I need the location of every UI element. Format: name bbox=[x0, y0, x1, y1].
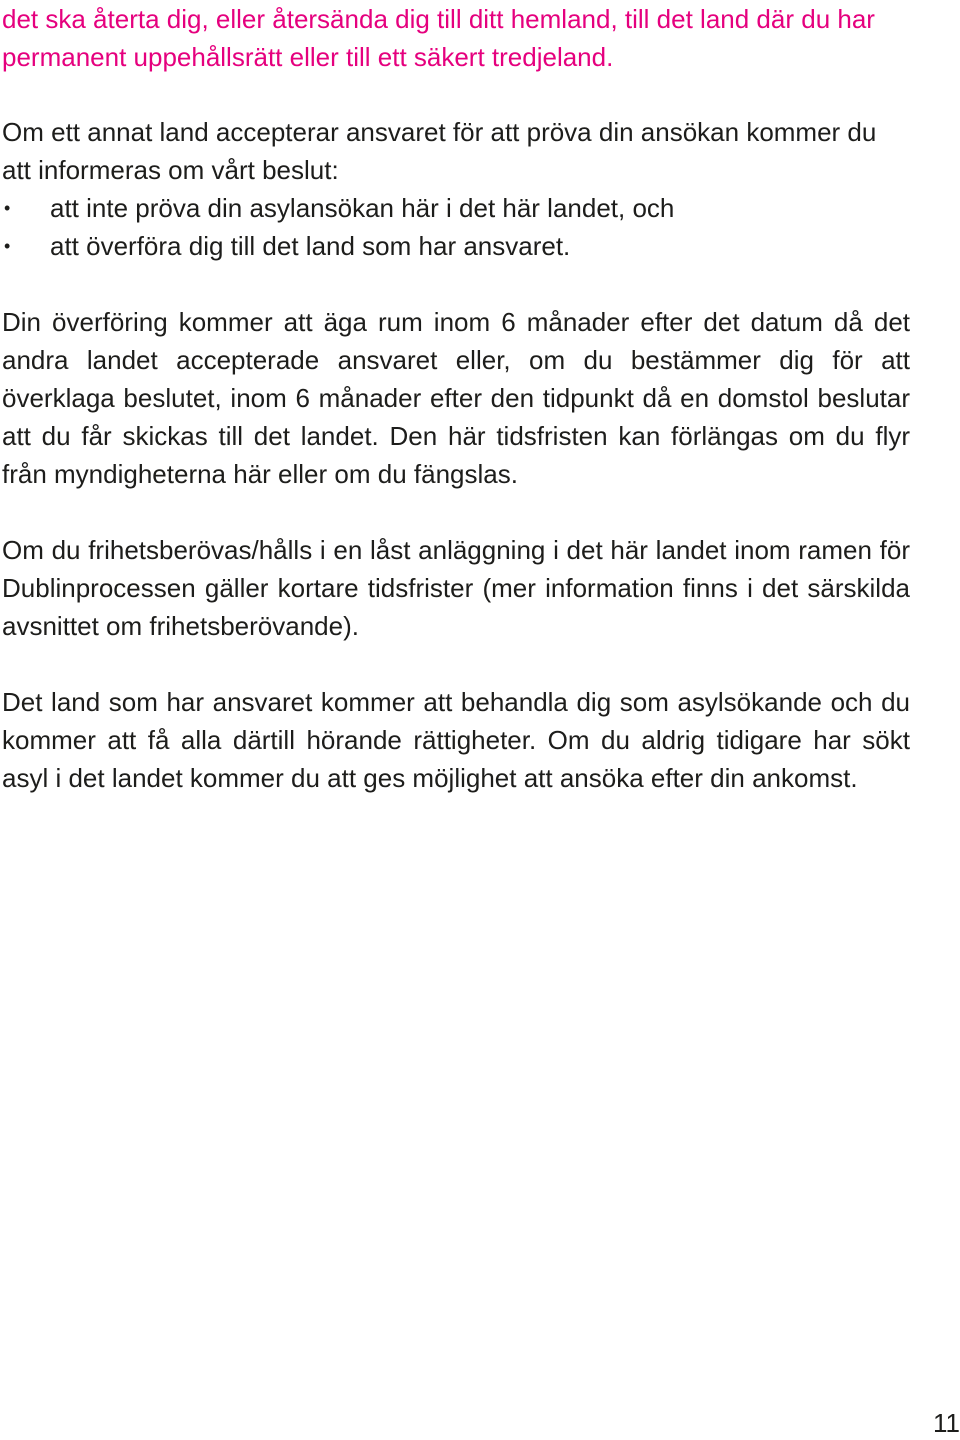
bullet-icon: • bbox=[4, 236, 11, 256]
bullet-icon: • bbox=[4, 198, 11, 218]
detention-paragraph: Om du frihetsberövas/hålls i en låst anläggning i det här landet inom ramen för Dublinprocessen gäller kortare tidsfrister (mer information finns i det särskilda avsnittet om frihetsberövande). bbox=[2, 535, 910, 641]
page-number: 11 bbox=[933, 1408, 960, 1438]
responsible-country-paragraph: Det land som har ansvaret kommer att behandla dig som asylsökande och du kommer att få alla därtill hörande rättigheter. Om du aldrig tidigare har sökt asyl i det landet kommer du att ges möjlighet att ansöka efter din ankomst. bbox=[2, 687, 910, 793]
bullet-text: att överföra dig till det land som har ansvaret. bbox=[50, 231, 571, 261]
decision-bullet-list bbox=[2, 189, 910, 265]
transfer-timing-paragraph: Din överföring kommer att äga rum inom 6 månader efter det datum då det andra landet accepterade ansvaret eller, om du bestämmer dig för att överklaga beslutet, inom 6 månader efter den tidpunkt då en domstol beslutar att du får skickas till det landet. Den här tidsfristen kan förlängas om du flyr från myndigheterna här eller om du fängslas. bbox=[2, 307, 910, 489]
other-country-paragraph: Om ett annat land accepterar ansvaret för att pröva din ansökan kommer du att informeras om vårt beslut: bbox=[2, 117, 877, 185]
intro-continuation-paragraph: det ska återta dig, eller återsända dig till ditt hemland, till det land där du har permanent uppehållsrätt eller till ett säkert tredjeland. bbox=[2, 4, 875, 72]
list-item bbox=[2, 189, 910, 227]
list-item bbox=[2, 227, 910, 265]
bullet-text: att inte pröva din asylansökan här i det här landet, och bbox=[50, 193, 675, 223]
